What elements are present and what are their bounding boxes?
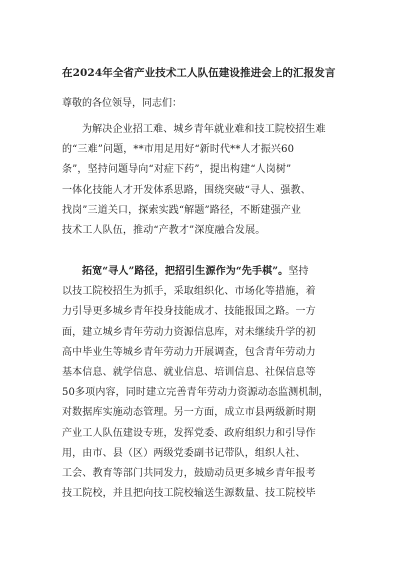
paragraph-2 [62, 262, 350, 504]
paragraph-line: 以技工院校招生为抓手，采取组织化、市场化等措施，着 [62, 286, 316, 298]
paragraph-line: 用，由市、县（区）两级党委副书记带队，组织人社、 [62, 447, 306, 459]
paragraph-line: 高中毕业生等城乡青年劳动力开展调查，包含青年劳动力 [62, 346, 316, 358]
paragraph-line: 工会、教育等部门共同发力，鼓励动员更多城乡青年报考 [62, 467, 316, 479]
paragraph-line: 面，建立城乡青年劳动力资源信息库，对未继续升学的初 [62, 326, 316, 338]
paragraph-line: 对数据库实施动态管理。另一方面，成立市县两级新时期 [62, 407, 316, 419]
paragraph-line: 力引导更多城乡青年投身技能成才、技能报国之路。一方 [62, 306, 316, 318]
section-heading: 拓宽“寻人”路径，把招引生源作为“先手棋”。 [82, 266, 289, 277]
heading-continuation: 坚持 [288, 266, 309, 277]
document-title: 在2024年全省产业技术工人队伍建设推进会上的汇报发言 [62, 67, 336, 79]
paragraph-line: 一体化技能人才开发体系思路，围绕突破“寻人、强教、 [62, 184, 311, 196]
paragraph-line: 为解决企业招工难、城乡青年就业难和技工院校招生难 [82, 124, 326, 135]
paragraph-line: 技工院校，并且把向技工院校输送生源数量、技工院校毕 [62, 488, 316, 500]
paragraph-line: 条”，坚持问题导向“对症下药”，提出构建“人岗树” [62, 164, 292, 176]
paragraph-line: 50多项内容，同时建立完善青年劳动力资源动态监测机制， [62, 387, 329, 399]
paragraph-line: 产业工人队伍建设专班，发挥党委、政府组织力和引导作 [62, 427, 316, 439]
paragraph-first-line [62, 262, 350, 282]
paragraph-line: 基本信息、就学信息、就业信息、培训信息、社保信息等 [62, 366, 316, 378]
paragraph-line: 技术工人队伍，推动“产教才”深度融合发展。 [62, 224, 266, 236]
paragraph-1 [62, 120, 350, 241]
paragraph-line: 的“三难”问题，**市用足用好“新时代**人才振兴60 [62, 144, 295, 156]
paragraph-line: 找岗”三道关口，探索实践“解题”路径，不断建强产业 [62, 204, 302, 216]
greeting: 尊敬的各位领导，同志们： [62, 98, 182, 109]
